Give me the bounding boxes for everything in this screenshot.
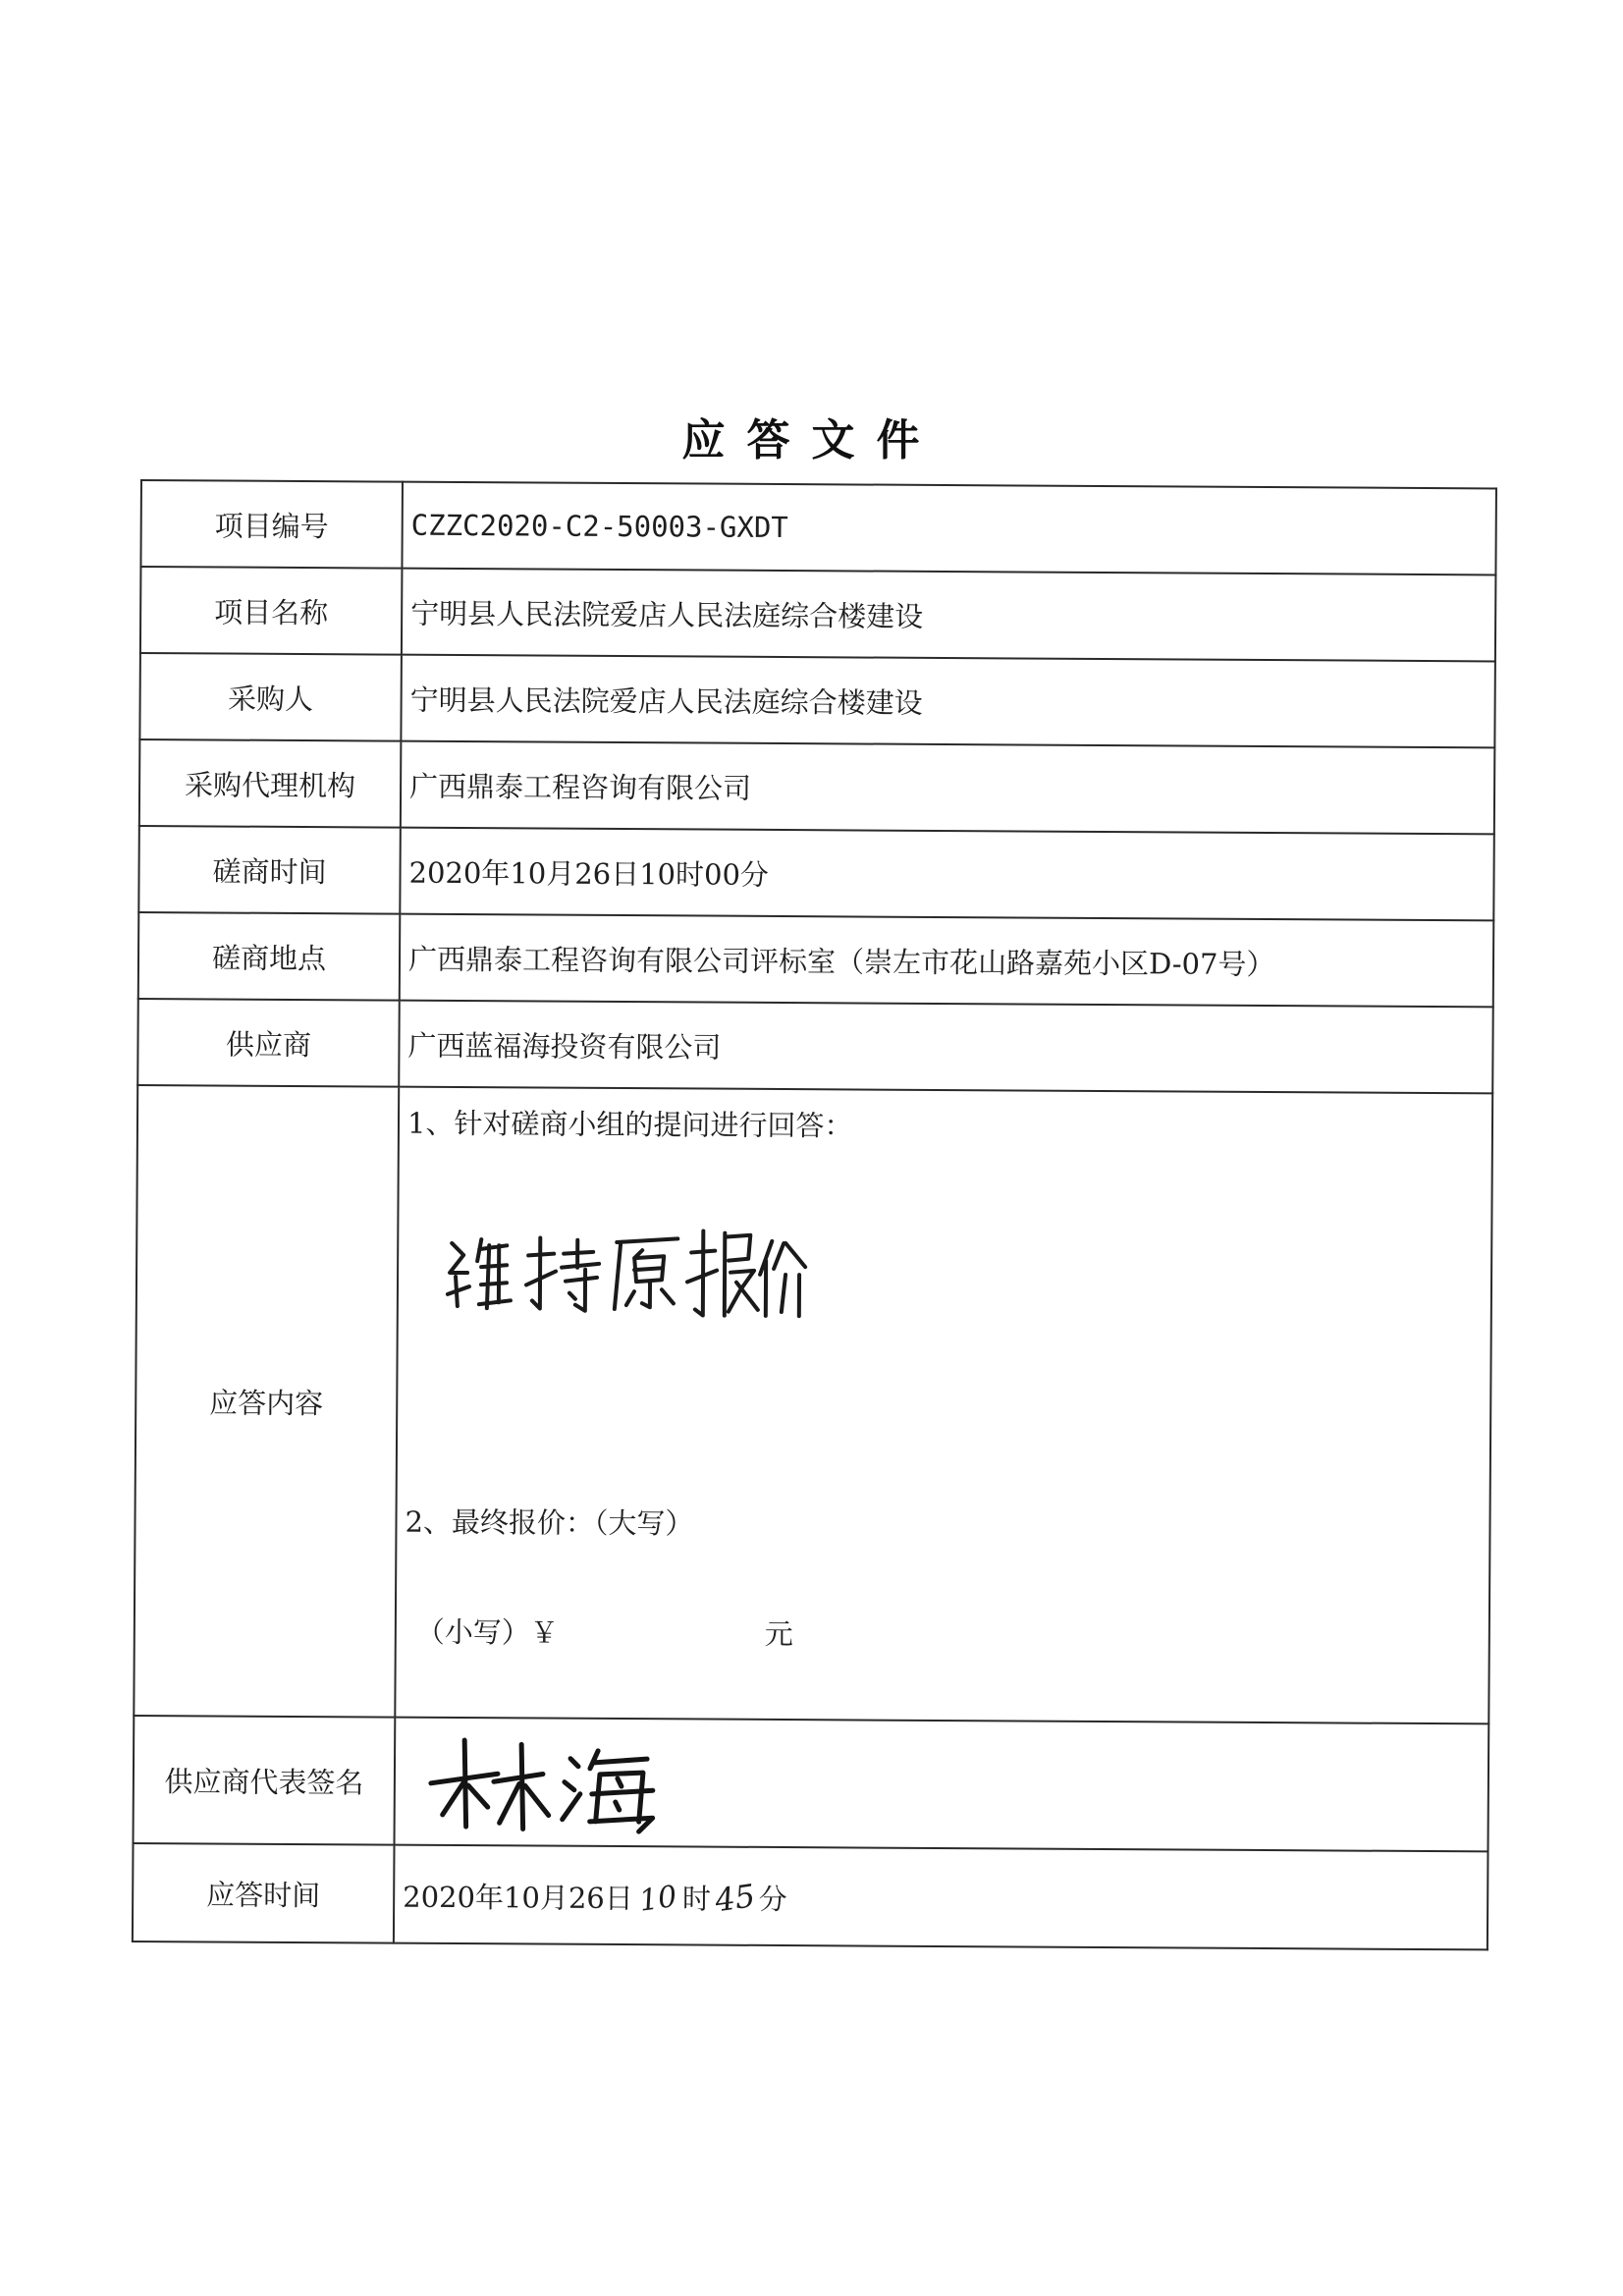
question-one-text: 1、针对磋商小组的提问进行回答：: [406, 1106, 853, 1143]
project-name-label: 项目名称: [140, 567, 403, 655]
hour-unit: 时: [681, 1882, 712, 1916]
final-quote-text: 2、最终报价：（大写）: [405, 1504, 694, 1541]
row-response-content: [134, 1085, 1492, 1723]
purchaser-value: 宁明县人民法院爱店人民法庭综合楼建设: [401, 655, 1495, 748]
project-number-value: CZZC2020-C2-50003-GXDT: [402, 482, 1496, 575]
row-supplier: [137, 999, 1493, 1093]
row-negotiation-time: [138, 826, 1494, 920]
response-time-cell: [394, 1845, 1488, 1950]
response-time-minute: 45: [712, 1877, 758, 1920]
response-time-label: 应答时间: [133, 1843, 395, 1943]
document-title: 应答文件: [681, 415, 942, 465]
row-purchaser: [139, 653, 1495, 747]
response-time-value: [403, 1876, 787, 1918]
final-quote-small: [416, 1611, 793, 1653]
minute-unit: 分: [758, 1882, 787, 1917]
project-number-label: 项目编号: [140, 480, 403, 569]
signature-label: 供应商代表签名: [134, 1716, 396, 1845]
project-name-value: 宁明县人民法院爱店人民法庭综合楼建设: [402, 569, 1496, 662]
negotiation-time-label: 磋商时间: [138, 826, 401, 914]
negotiation-time-value: 2020年10月26日10时00分: [400, 828, 1494, 921]
negotiation-place-value: 广西鼎泰工程咨询有限公司评标室（崇左市花山路嘉苑小区D-07号）: [400, 914, 1494, 1008]
response-form-table: [132, 479, 1497, 1950]
row-negotiation-place: [138, 912, 1494, 1007]
agency-value: 广西鼎泰工程咨询有限公司: [401, 741, 1495, 835]
row-agency: [139, 739, 1495, 834]
response-time-hour: 10: [636, 1879, 679, 1919]
handwritten-answer: [438, 1216, 812, 1326]
response-content-label: 应答内容: [134, 1085, 399, 1718]
response-content-cell: [395, 1087, 1492, 1724]
row-response-time: [133, 1843, 1488, 1949]
row-project-number: [140, 480, 1496, 574]
yuan-unit: 元: [764, 1616, 793, 1652]
row-signature: [134, 1716, 1489, 1851]
purchaser-label: 采购人: [139, 653, 402, 741]
small-amount-label: （小写）￥: [415, 1614, 559, 1650]
negotiation-place-label: 磋商地点: [138, 912, 401, 1001]
row-project-name: [140, 567, 1496, 661]
handwritten-signature: [425, 1732, 681, 1842]
agency-label: 采购代理机构: [139, 739, 402, 828]
signature-cell: [395, 1718, 1489, 1852]
response-time-date: 2020年10月26日: [403, 1880, 633, 1916]
supplier-label: 供应商: [137, 999, 400, 1087]
supplier-value: 广西蓝福海投资有限公司: [399, 1001, 1493, 1094]
